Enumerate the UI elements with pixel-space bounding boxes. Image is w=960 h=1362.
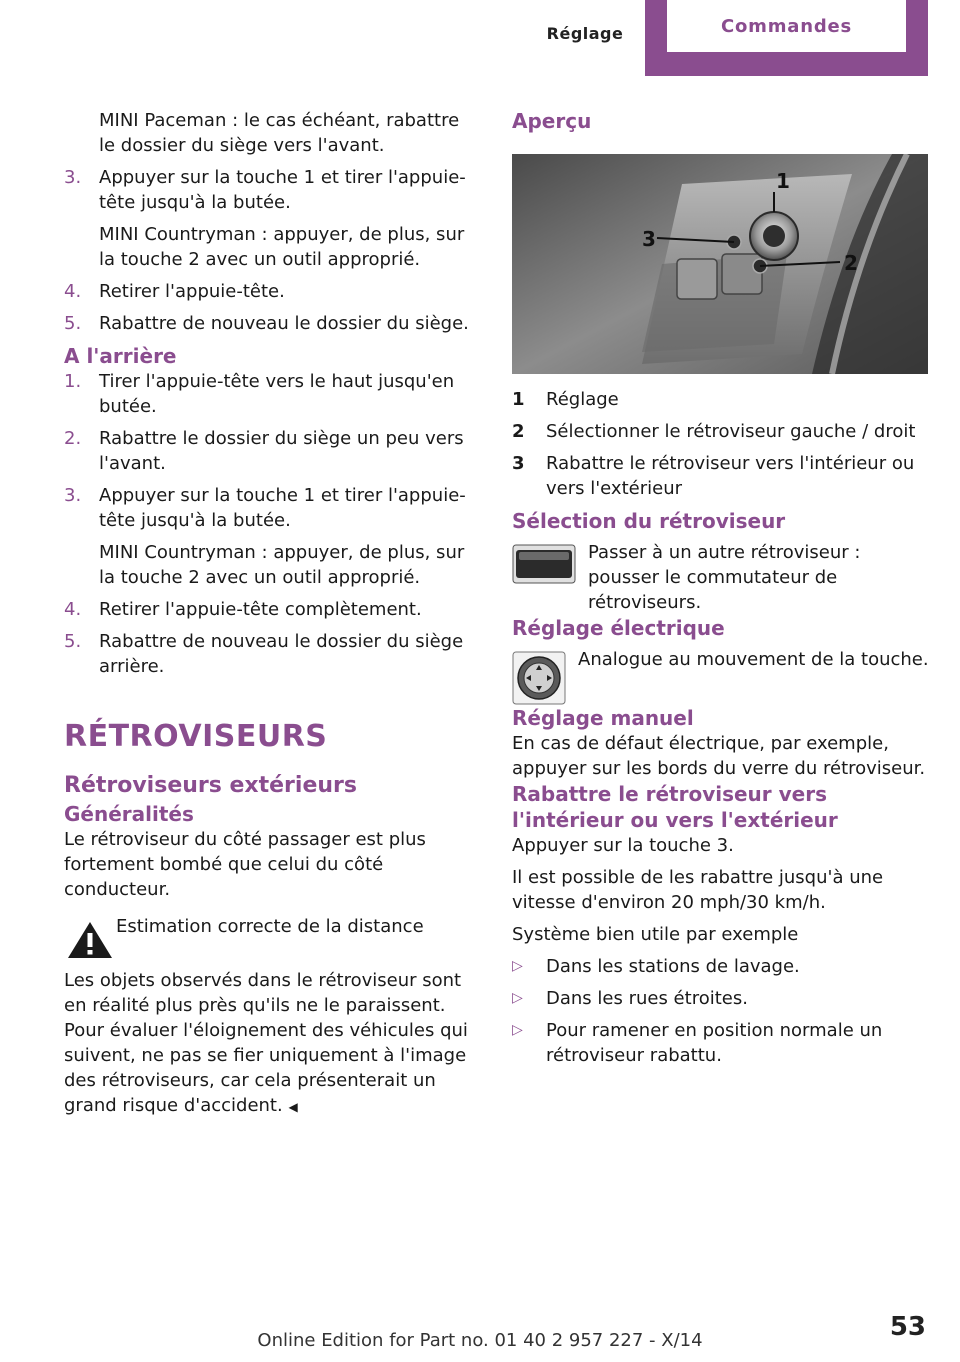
- step-text: MINI Countryman : appuyer, de plus, sur la touche 2 avec un outil approprié.: [99, 542, 465, 588]
- step-text: Retirer l'appuie-tête.: [99, 281, 285, 302]
- step-number: 4.: [64, 599, 82, 620]
- list-item: [512, 419, 930, 444]
- sub-heading: Rétroviseurs extérieurs: [64, 773, 357, 798]
- steps-rear: [64, 369, 476, 679]
- end-mark-icon: ◀: [288, 1100, 298, 1114]
- fold-heading: Rabattre le rétroviseur vers l'intérieur ou vers l'extérieur: [512, 782, 838, 832]
- list-item: [64, 311, 476, 336]
- bullet-triangle-icon: ▷: [512, 990, 523, 1006]
- warning-block: [64, 914, 476, 1120]
- list-item: [512, 986, 930, 1011]
- step-text: Rabattre de nouveau le dossier du siège.: [99, 313, 469, 334]
- legend-number: 3: [512, 453, 525, 474]
- bullet-text: Pour ramener en position normale un rétroviseur rabattu.: [546, 1020, 883, 1066]
- mirror-control-photo: [512, 154, 928, 374]
- list-item: [64, 483, 476, 590]
- callout-3: 3: [642, 227, 656, 251]
- list-item: [512, 1018, 930, 1068]
- list-item: [64, 426, 476, 476]
- electric-text: Analogue au mouvement de la touche.: [578, 649, 929, 670]
- step-text: Rabattre le dossier du siège un peu vers l'avant.: [99, 428, 464, 474]
- warning-text: Les objets observés dans le rétroviseur sont en réalité plus près qu'ils ne le paraissent. Pour évaluer l'éloignement des véhicules qui suivent, ne pas se fier uniquement à l'image des rétroviseurs, car cela présenterait un grand risque d'accident.: [64, 970, 468, 1116]
- bullet-triangle-icon: ▷: [512, 958, 523, 974]
- overview-heading: Aperçu: [512, 109, 592, 133]
- manual-text: En cas de défaut électrique, par exemple, appuyer sur les bords du verre du rétroviseur.: [512, 733, 926, 779]
- list-item: [512, 451, 930, 501]
- step-number: 1.: [64, 371, 82, 392]
- fold-text-3: Système bien utile par exemple: [512, 924, 799, 945]
- mirror-switch-icon: [512, 544, 576, 584]
- step-number: 4.: [64, 281, 82, 302]
- header-tab: [645, 0, 928, 76]
- main-heading: RÉTROVISEURS: [64, 719, 328, 754]
- list-item: [64, 597, 476, 622]
- warning-triangle-icon: [64, 918, 116, 962]
- step-text: Rabattre de nouveau le dossier du siège arrière.: [99, 631, 464, 677]
- header-section-label: Réglage: [546, 24, 624, 43]
- callout-1: 1: [776, 169, 790, 193]
- legend-text: Rabattre le rétroviseur vers l'intérieur ou vers l'extérieur: [546, 453, 915, 499]
- bullet-text: Dans les stations de lavage.: [546, 956, 800, 977]
- step-number: 5.: [64, 631, 82, 652]
- fold-bullets: [512, 954, 930, 1068]
- legend-text: Sélectionner le rétroviseur gauche / droit: [546, 421, 916, 442]
- steps-top: [64, 165, 476, 336]
- general-text: Le rétroviseur du côté passager est plus fortement bombé que celui du côté conducteur.: [64, 829, 426, 900]
- header-tab-label: Commandes: [667, 0, 906, 52]
- legend-number: 1: [512, 389, 525, 410]
- fold-text-1: Appuyer sur la touche 3.: [512, 835, 734, 856]
- footer-edition: Online Edition for Part no. 01 40 2 957 227 - X/14: [257, 1330, 703, 1351]
- rear-heading: A l'arrière: [64, 344, 177, 368]
- list-item: [64, 369, 476, 419]
- fold-text-2: Il est possible de les rabattre jusqu'à une vitesse d'environ 20 mph/30 km/h.: [512, 867, 884, 913]
- manual-heading: Réglage manuel: [512, 706, 694, 730]
- electric-heading: Réglage électrique: [512, 616, 725, 640]
- general-heading: Généralités: [64, 802, 194, 826]
- step-number: 5.: [64, 313, 82, 334]
- warning-title: Estimation correcte de la distance: [116, 916, 424, 937]
- mirror-adjust-knob-icon: [512, 651, 566, 705]
- list-item: [64, 165, 476, 272]
- select-heading: Sélection du rétroviseur: [512, 509, 786, 533]
- page-number: 53: [889, 1312, 926, 1342]
- bullet-triangle-icon: ▷: [512, 1022, 523, 1038]
- step-number: 2.: [64, 428, 82, 449]
- photo-legend: [512, 387, 930, 501]
- list-item: [512, 387, 930, 412]
- step-number: 3.: [64, 485, 82, 506]
- bullet-text: Dans les rues étroites.: [546, 988, 748, 1009]
- left-column: [64, 108, 476, 1120]
- step-text: Tirer l'appuie-tête vers le haut jusqu'en butée.: [99, 371, 455, 417]
- list-item: [64, 629, 476, 679]
- legend-text: Réglage: [546, 389, 619, 410]
- intro-paceman: MINI Paceman : le cas échéant, rabattre le dossier du siège vers l'avant.: [99, 110, 460, 156]
- step-number: 3.: [64, 167, 82, 188]
- step-text: Appuyer sur la touche 1 et tirer l'appuie-tête jusqu'à la butée.: [99, 167, 466, 213]
- legend-number: 2: [512, 421, 525, 442]
- step-text: Appuyer sur la touche 1 et tirer l'appuie-tête jusqu'à la butée.: [99, 485, 466, 531]
- list-item: [512, 954, 930, 979]
- step-text: Retirer l'appuie-tête complètement.: [99, 599, 422, 620]
- select-text: Passer à un autre rétroviseur : pousser le commutateur de rétroviseurs.: [588, 542, 861, 613]
- right-column: [512, 108, 930, 1075]
- list-item: [64, 279, 476, 304]
- callout-2: 2: [844, 251, 858, 275]
- step-text: MINI Countryman : appuyer, de plus, sur la touche 2 avec un outil approprié.: [99, 224, 465, 270]
